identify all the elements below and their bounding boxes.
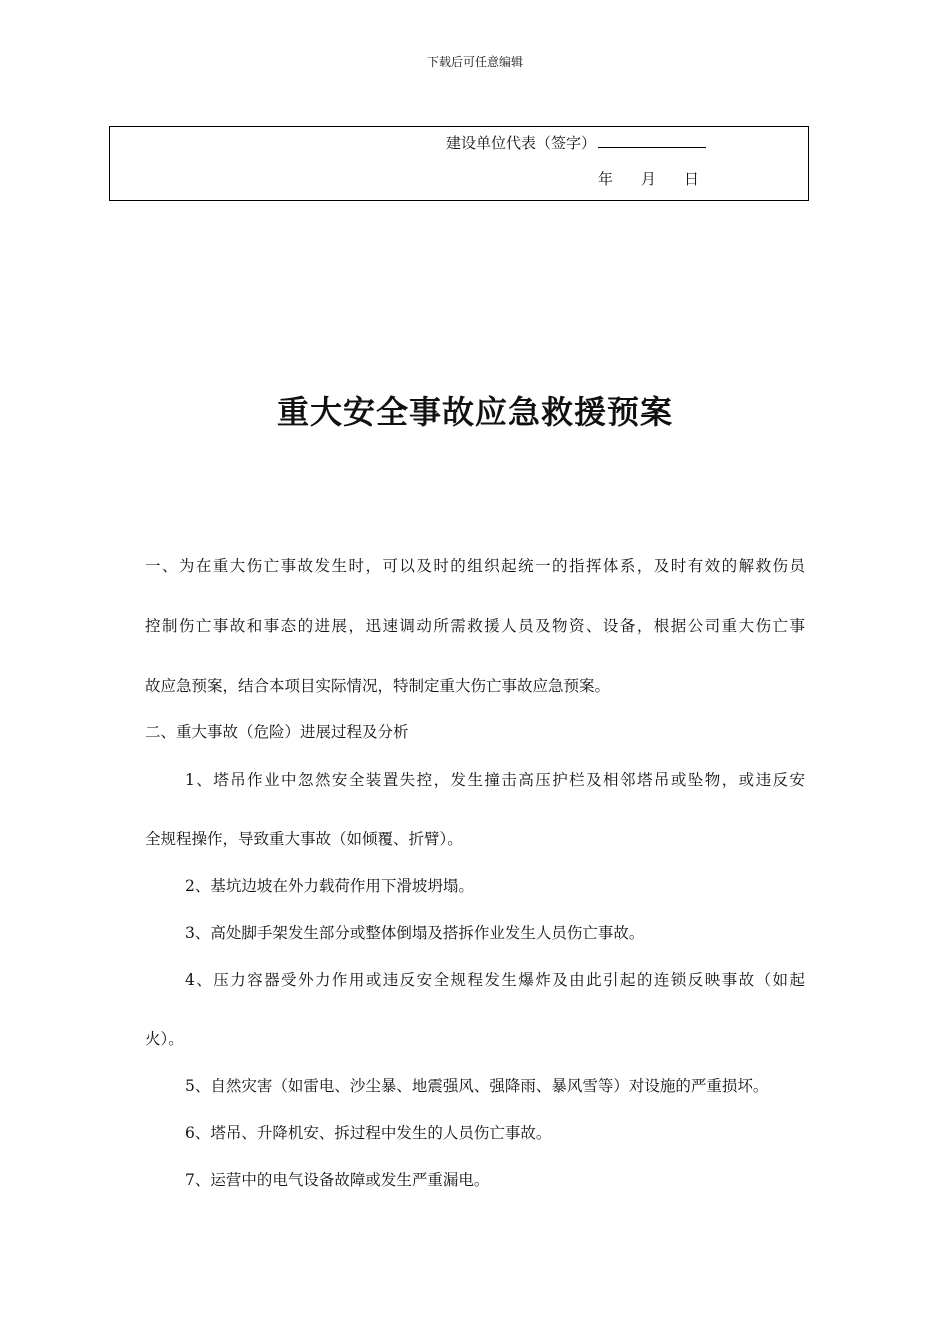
list-item: 5、自然灾害（如雷电、沙尘暴、地震强风、强降雨、暴风雪等）对设施的严重损坏。 [185,1077,769,1095]
signature-box [109,126,809,201]
list-item-continuation: 全规程操作，导致重大事故（如倾覆、折臂）。 [145,830,463,848]
date-month: 月 [641,170,657,188]
signature-label: 建设单位代表（签字） [446,134,597,152]
signature-row [446,133,706,153]
paragraph-line: 一、为在重大伤亡事故发生时，可以及时的组织起统一的指挥体系，及时有效的解救伤员 [145,557,805,575]
paragraph-line: 故应急预案，结合本项目实际情况，特制定重大伤亡事故应急预案。 [145,677,611,695]
list-item-continuation: 火）。 [145,1030,184,1048]
signature-date [598,169,699,189]
list-item: 1、塔吊作业中忽然安全装置失控，发生撞击高压护栏及相邻塔吊或坠物，或违反安 [185,771,805,789]
list-item: 7、运营中的电气设备故障或发生严重漏电。 [185,1171,490,1189]
list-item: 6、塔吊、升降机安、拆过程中发生的人员伤亡事故。 [185,1124,552,1142]
paragraph-line: 控制伤亡事故和事态的进展，迅速调动所需救援人员及物资、设备，根据公司重大伤亡事 [145,617,805,635]
list-item: 3、高处脚手架发生部分或整体倒塌及搭拆作业发生人员伤亡事故。 [185,924,645,942]
date-year: 年 [598,170,614,188]
list-item: 4、压力容器受外力作用或违反安全规程发生爆炸及由此引起的连锁反映事故（如起 [185,971,805,989]
document-title: 重大安全事故应急救援预案 [276,393,673,431]
date-day: 日 [684,170,700,188]
section-heading: 二、重大事故（危险）进展过程及分析 [145,723,409,741]
signature-line [598,135,706,148]
header-note: 下载后可任意编辑 [426,55,523,69]
list-item: 2、基坑边坡在外力载荷作用下滑坡坍塌。 [185,877,474,895]
